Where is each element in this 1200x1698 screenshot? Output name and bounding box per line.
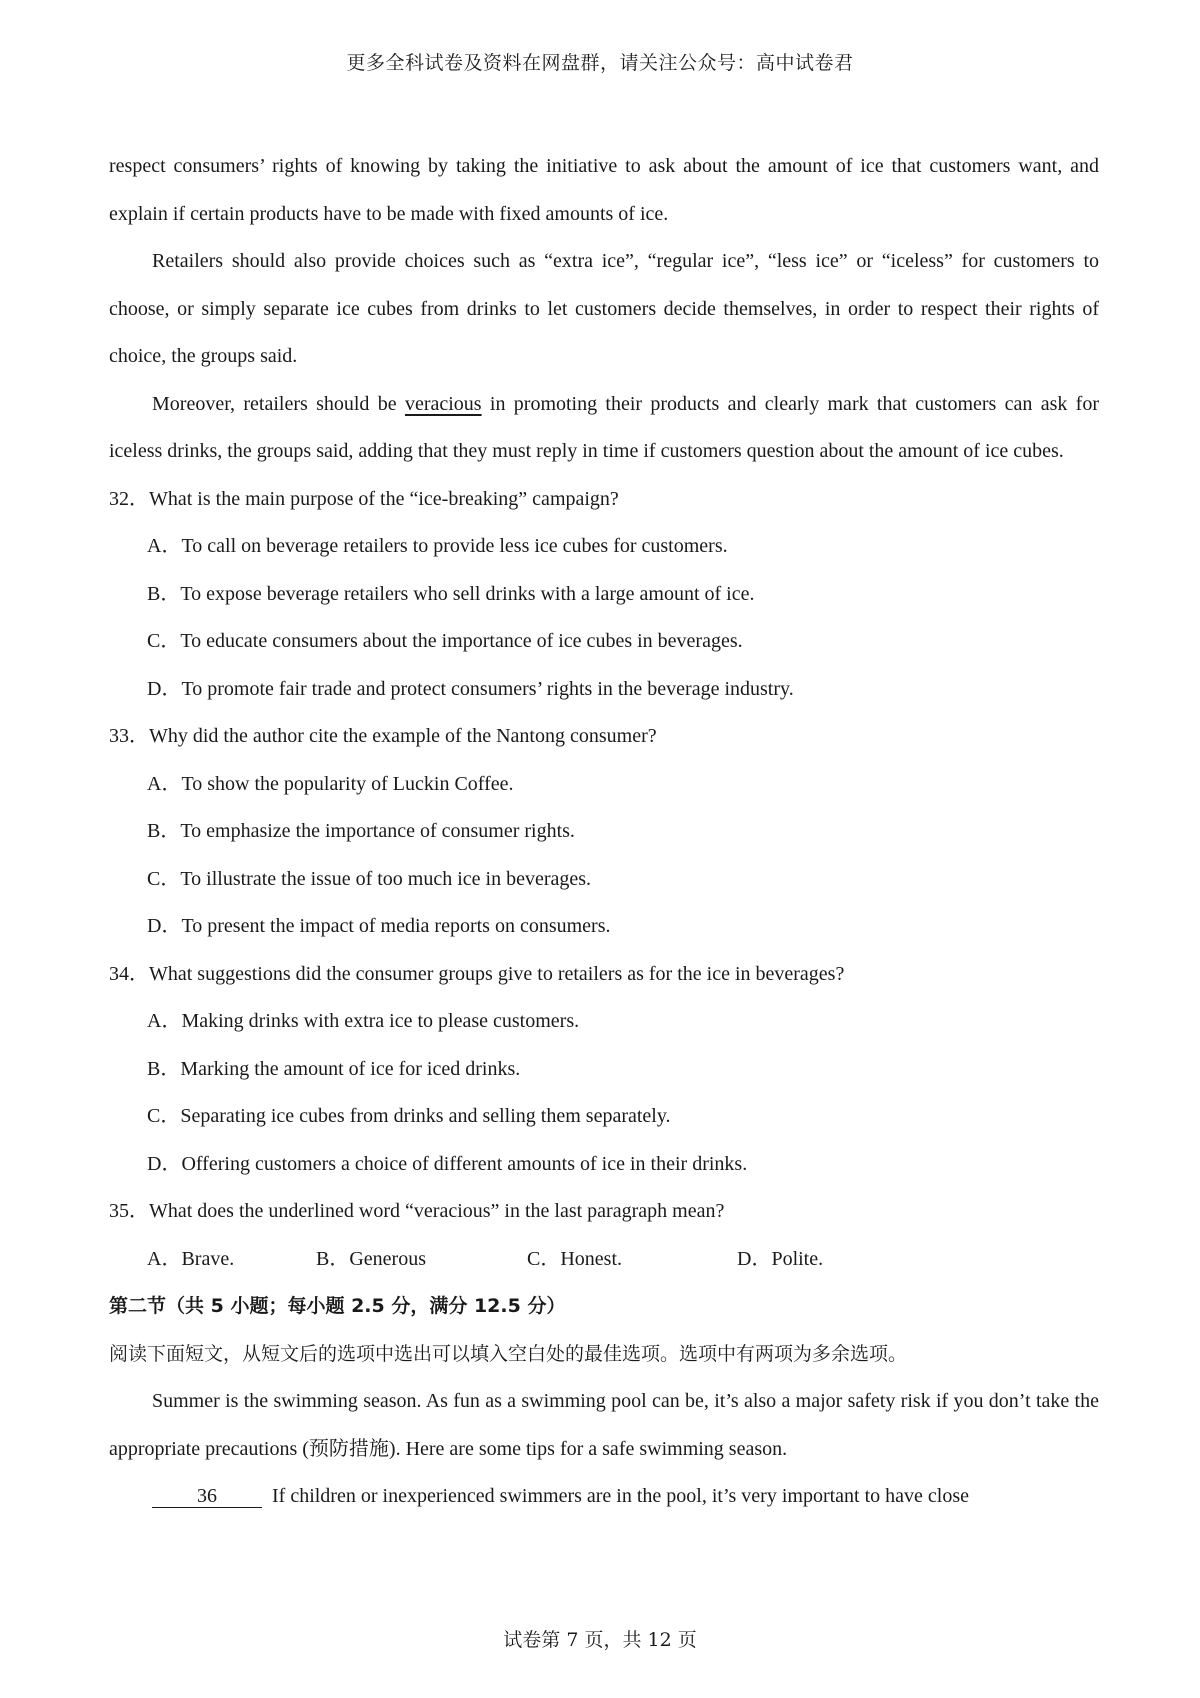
question-33-option-d: D．To present the impact of media reports on consumers. bbox=[147, 915, 611, 937]
question-34-option-d: D．Offering customers a choice of different amounts of ice in their drinks. bbox=[147, 1152, 748, 1175]
question-35-options bbox=[109, 1236, 1099, 1284]
question-33-option-c: C．To illustrate the issue of too much ice in beverages. bbox=[147, 867, 592, 890]
question-35-option-d: D．Polite. bbox=[737, 1247, 824, 1270]
passage-text: Moreover, retailers should be bbox=[152, 392, 405, 415]
question-32-stem: 32．What is the main purpose of the “ice-breaking” campaign? bbox=[109, 487, 619, 510]
question-33-option-b: B．To emphasize the importance of consumer rights. bbox=[147, 820, 575, 842]
page-footer: 试卷第 7 页，共 12 页 bbox=[503, 1629, 697, 1651]
page-header: 更多全科试卷及资料在网盘群，请关注公众号：高中试卷君 bbox=[346, 52, 854, 74]
passage-paragraph bbox=[109, 1473, 1099, 1521]
passage-text: in promoting their products and clearly mark that customers can ask for iceless drinks, the groups said, adding that they must reply in time if customers question about the amount of ice cubes. bbox=[109, 392, 1099, 462]
passage-paragraph: respect consumers’ rights of knowing by taking the initiative to ask about the amount of ice that customers want, and explain if certain products have to be made with fixed amounts of ice. bbox=[109, 155, 1099, 225]
question-35-stem: 35．What does the underlined word “veracious” in the last paragraph mean? bbox=[109, 1200, 725, 1222]
question-32-option-d: D．To promote fair trade and protect consumers’ rights in the beverage industry. bbox=[147, 677, 794, 700]
answer-blank-36: 36 bbox=[152, 1485, 262, 1508]
question-35-option-a: A．Brave. bbox=[147, 1247, 235, 1270]
question-35-option-c: C．Honest. bbox=[527, 1247, 622, 1270]
question-32-option-b: B．To expose beverage retailers who sell drinks with a large amount of ice. bbox=[147, 582, 755, 605]
passage-paragraph: Summer is the swimming season. As fun as a swimming pool can be, it’s also a major safety risk if you don’t take the appropriate precautions (预防措施). Here are some tips for a safe swimming season. bbox=[109, 1390, 1099, 1460]
question-34-option-a: A．Making drinks with extra ice to please customers. bbox=[147, 1010, 580, 1032]
section-instruction: 阅读下面短文，从短文后的选项中选出可以填入空白处的最佳选项。选项中有两项为多余选项。 bbox=[109, 1342, 908, 1365]
question-32-option-c: C．To educate consumers about the importance of ice cubes in beverages. bbox=[147, 630, 743, 652]
question-35-option-b: B．Generous bbox=[316, 1247, 426, 1270]
passage-paragraph: Retailers should also provide choices such as “extra ice”, “regular ice”, “less ice” or “iceless” for customers to choose, or simply separate ice cubes from drinks to let customers decide themselves, in order to respect their rights of choice, the groups said. bbox=[109, 250, 1099, 367]
question-34-option-b: B．Marking the amount of ice for iced drinks. bbox=[147, 1057, 521, 1080]
passage-paragraph bbox=[109, 381, 1099, 476]
question-34-stem: 34．What suggestions did the consumer groups give to retailers as for the ice in beverages? bbox=[109, 962, 845, 985]
exam-content bbox=[109, 143, 1099, 1521]
question-32-option-a: A．To call on beverage retailers to provide less ice cubes for customers. bbox=[147, 535, 728, 557]
question-33-option-a: A．To show the popularity of Luckin Coffee. bbox=[147, 772, 514, 795]
question-33-stem: 33．Why did the author cite the example of the Nantong consumer? bbox=[109, 725, 657, 747]
question-34-option-c: C．Separating ice cubes from drinks and selling them separately. bbox=[147, 1105, 671, 1127]
section-heading: 第二节（共 5 小题；每小题 2.5 分，满分 12.5 分） bbox=[109, 1295, 566, 1317]
underlined-word: veracious bbox=[404, 392, 482, 415]
passage-text: If children or inexperienced swimmers are in the pool, it’s very important to have close bbox=[272, 1485, 970, 1507]
